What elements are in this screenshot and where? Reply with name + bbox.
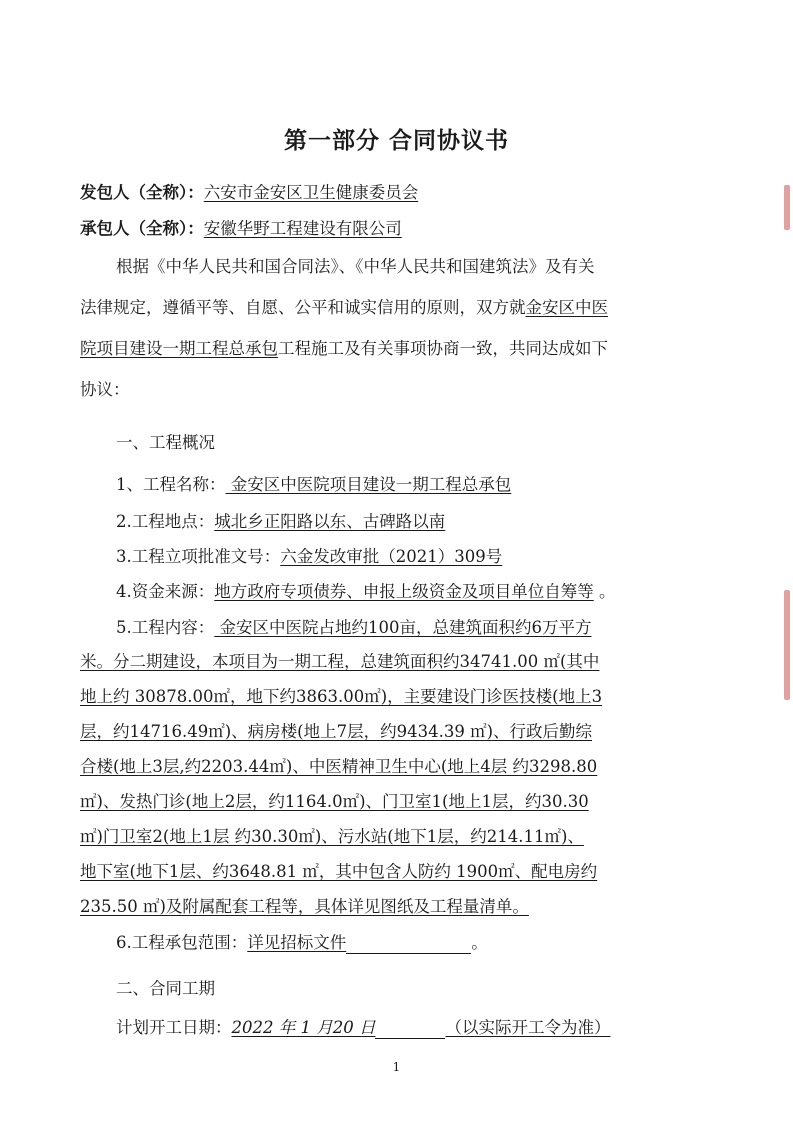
employer-name: 六安市金安区卫生健康委员会 bbox=[203, 183, 419, 202]
contractor-label: 承包人（全称） bbox=[80, 219, 188, 238]
item6 bbox=[116, 932, 756, 954]
page-number: 1 bbox=[392, 1060, 401, 1074]
start-date-note: （以实际开工令为准） bbox=[445, 1018, 611, 1037]
item4-end: 。 bbox=[593, 582, 616, 601]
item2-label: 2.工程地点： bbox=[116, 512, 215, 531]
item5-line-6: ㎡)、发热门诊(地上2层，约1164.0㎡)、门卫室1(地上1层，约30.30 bbox=[80, 792, 589, 811]
intro-line-2 bbox=[80, 297, 720, 319]
intro-line-3-b: 工程施工及有关事项协商一致，共同达成如下 bbox=[278, 339, 608, 358]
item5 bbox=[116, 617, 756, 639]
item3-value: 六金发改审批（2021）309号 bbox=[280, 547, 503, 566]
item6-blank bbox=[346, 935, 471, 954]
item1-label: 1、工程名称： bbox=[116, 475, 226, 494]
start-date-blank bbox=[375, 1020, 445, 1039]
intro-line-2-a: 法律规定，遵循平等、自愿、公平和诚实信用的原则，双方就 bbox=[80, 298, 526, 317]
red-stamp-edge-bottom bbox=[784, 590, 790, 700]
item5-line-9: 235.50 ㎡)及附属配套工程等，具体详见图纸及工程量清单。 bbox=[80, 897, 529, 916]
employer-colon: ： bbox=[187, 183, 204, 202]
item5-line-2: 米。分二期建设，本项目为一期工程，总建筑面积约34741.00 ㎡(其中 bbox=[80, 652, 600, 671]
item6-end: 。 bbox=[471, 933, 488, 952]
red-stamp-edge-top bbox=[784, 185, 790, 230]
item5-line-5: 合楼(地上3层,约2203.44㎡)、中医精神卫生中心(地上4层 约3298.80 bbox=[80, 757, 598, 776]
intro-line-3 bbox=[80, 338, 720, 360]
item3-label: 3.工程立项批准文号： bbox=[116, 547, 281, 566]
item6-value: 详见招标文件 bbox=[247, 933, 347, 952]
page-title: 第一部分 合同协议书 bbox=[283, 128, 509, 154]
intro-line-1: 根据《中华人民共和国合同法》、《中华人民共和国建筑法》及有关 bbox=[116, 257, 595, 276]
item4-label: 4.资金来源： bbox=[116, 582, 215, 601]
item1 bbox=[116, 474, 756, 496]
item5-line-7: ㎡)门卫室2(地上1层 约30.30㎡)、污水站(地下1层，约214.11㎡)、 bbox=[80, 827, 584, 846]
item1-value: 金安区中医院项目建设一期工程总承包 bbox=[225, 475, 512, 494]
contractor-line bbox=[80, 218, 720, 240]
intro-project-name-a: 金安区中医 bbox=[525, 298, 608, 317]
start-date-label: 计划开工日期： bbox=[116, 1018, 232, 1037]
item6-label: 6.工程承包范围： bbox=[116, 933, 248, 952]
item4 bbox=[116, 581, 756, 603]
intro-line-4: 协议： bbox=[80, 380, 130, 399]
section2-heading: 二、合同工期 bbox=[116, 979, 215, 998]
intro-project-name-b: 院项目建设一期工程总承包 bbox=[80, 339, 278, 358]
employer-label: 发包人（全称） bbox=[80, 183, 188, 202]
employer-line bbox=[80, 182, 720, 204]
section1-heading: 一、工程概况 bbox=[116, 433, 215, 452]
item2 bbox=[116, 511, 756, 533]
item5-label: 5.工程内容： bbox=[116, 618, 215, 637]
contractor-name: 安徽华野工程建设有限公司 bbox=[203, 219, 402, 238]
item5-line-8: 地下室(地下1层、约3648.81 ㎡，其中包含人防约 1900㎡、配电房约 bbox=[80, 862, 598, 881]
item3 bbox=[116, 546, 756, 568]
contractor-colon: ： bbox=[187, 219, 204, 238]
item5-line-1: 金安区中医院占地约100亩，总建筑面积约6万平方 bbox=[214, 618, 592, 637]
item5-line-4: 层，约14716.49㎡)、病房楼(地上7层，约9434.39 ㎡)、行政后勤综 bbox=[80, 722, 593, 741]
item2-value: 城北乡正阳路以东、古碑路以南 bbox=[214, 512, 446, 531]
item4-value: 地方政府专项债券、申报上级资金及项目单位自筹等 bbox=[214, 582, 594, 601]
item5-line-3: 地上约 30878.00㎡，地下约3863.00㎡)，主要建设门诊医技楼(地上3 bbox=[80, 687, 603, 706]
start-date-value: 2022 年 1 月20 日 bbox=[231, 1018, 376, 1037]
start-date-line bbox=[116, 1017, 756, 1039]
